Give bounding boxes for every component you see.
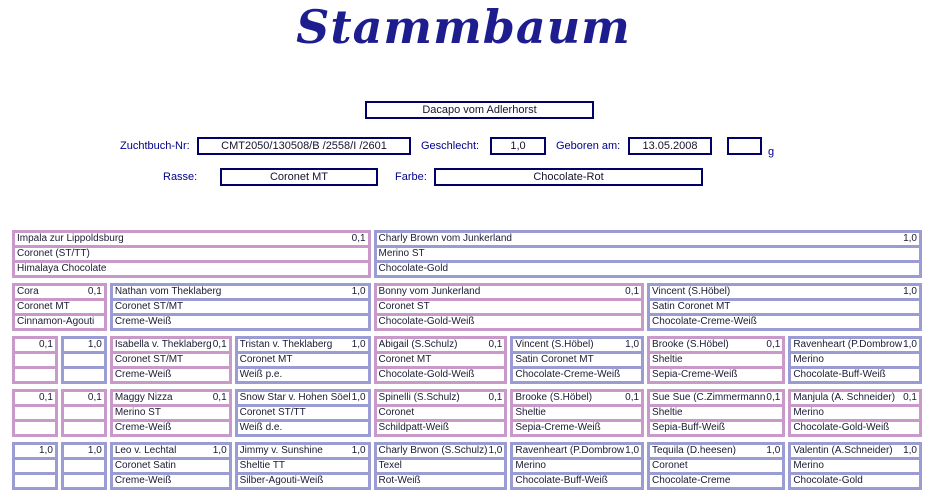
entry-name-field[interactable] [377,233,919,245]
pedigree-entry [110,336,232,384]
entry-sex-value: 1,0 [903,233,917,244]
entry-color-field[interactable] [64,422,104,434]
entry-name-field[interactable] [377,339,505,351]
entry-name-field[interactable] [15,286,104,298]
page-title: Stammbaum [296,0,631,54]
entry-breed-field[interactable]: Merino ST [377,248,919,260]
entry-name: Brooke (S.Höbel) [515,392,593,403]
entry-name-field[interactable] [15,445,55,457]
entry-name: Isabella v. Theklaberg [114,339,212,350]
pedigree-entry [12,230,371,278]
entry-name: Valentin (A.Schneider) [793,445,893,456]
entry-breed-field[interactable]: Coronet ST/MT [113,354,229,366]
pedigree-entry [12,283,107,331]
entry-breed-field[interactable]: Coronet MT [15,301,104,313]
entry-name: Brooke (S.Höbel) [652,339,729,350]
entry-breed-field[interactable]: Sheltie [513,407,641,419]
entry-breed-field[interactable] [64,407,104,419]
entry-sex-value: 0,1 [488,392,503,403]
pedigree-entry [374,389,508,437]
entry-breed-field[interactable] [15,407,55,419]
entry-color-field[interactable]: Creme-Weiß [113,369,229,381]
weight-unit-label: g [768,146,775,158]
entry-breed-field[interactable]: Sheltie [650,354,782,366]
entry-name-field[interactable] [64,339,104,351]
entry-breed-field[interactable] [15,354,55,366]
entry-breed-field[interactable]: Satin Coronet MT [650,301,919,313]
entry-name-field[interactable] [15,233,368,245]
entry-sex-value: 1,0 [87,445,102,456]
zuchtbuch-label: Zuchtbuch-Nr: [120,140,190,152]
entry-name-field[interactable] [15,339,55,351]
geboren-label: Geboren am: [556,140,621,152]
pedigree-entry [12,389,58,437]
entry-sex-value: 0,1 [625,392,640,403]
entry-sex-value: 1,0 [87,339,102,350]
entry-breed-field[interactable]: Coronet [377,407,505,419]
entry-breed-field[interactable]: Merino [791,460,919,472]
entry-breed-field[interactable]: Coronet Satin [113,460,229,472]
entry-breed-field[interactable]: Coronet (ST/TT) [15,248,368,260]
entry-color-field[interactable]: Chocolate-Buff-Weiß [791,369,919,381]
entry-name: Manjula (A. Schneider) [793,392,896,403]
entry-color-field[interactable]: Chocolate-Creme-Weiß [650,316,919,328]
entry-name: Snow Star v. Hohen Söel [239,392,351,403]
pedigree-grid [12,230,922,490]
entry-color-field[interactable]: Sepia-Creme-Weiß [650,369,782,381]
entry-name-field[interactable] [791,445,919,457]
entry-sex-value: 1,0 [212,445,227,456]
pedigree-entry [510,336,644,384]
entry-breed-field[interactable]: Coronet MT [238,354,368,366]
entry-color-field[interactable]: Cinnamon-Agouti [15,316,104,328]
entry-color-field[interactable]: Creme-Weiß [113,316,368,328]
entry-name-field[interactable] [650,445,782,457]
entry-sex-value: 1,0 [488,445,503,456]
entry-breed-field[interactable]: Merino [791,407,919,419]
entry-sex-value: 1,0 [351,445,366,456]
entry-name-field[interactable] [377,392,505,404]
entry-sex-value: 1,0 [625,445,640,456]
entry-sex-value: 0,1 [766,392,781,403]
pedigree-entry [110,283,371,331]
entry-name: Vincent (S.Höbel) [515,339,594,350]
pedigree-entry [647,336,785,384]
entry-sex-value: 1,0 [351,392,366,403]
pedigree-entry [788,336,922,384]
entry-breed-field[interactable]: Coronet ST/MT [113,301,368,313]
entry-name-field[interactable] [513,339,641,351]
pedigree-entry [235,336,371,384]
entry-color-field[interactable]: Silber-Agouti-Weiß [238,475,368,487]
entry-name: Tristan v. Theklaberg [239,339,333,350]
entry-name: Bonny vom Junkerland [378,286,481,297]
entry-color-field[interactable]: Chocolate-Gold [791,475,919,487]
entry-color-field[interactable] [15,422,55,434]
entry-name: Jimmy v. Sunshine [239,445,323,456]
entry-name: Sue Sue (C.Zimmermann [652,392,766,403]
pedigree-entry [12,336,58,384]
entry-name-field[interactable] [650,392,782,404]
entry-sex-value: 1,0 [903,286,917,297]
entry-breed-field[interactable]: Merino ST [113,407,229,419]
geschlecht-input[interactable]: 1,0 [490,137,546,155]
entry-name-field[interactable] [238,339,368,351]
entry-breed-field[interactable]: Sheltie TT [238,460,368,472]
entry-sex-value: 1,0 [903,445,917,456]
entry-color-field[interactable]: Chocolate-Gold-Weiß [377,316,642,328]
farbe-input[interactable]: Chocolate-Rot [434,168,703,186]
entry-name: Spinelli (S.Schulz) [378,392,460,403]
entry-color-field[interactable]: Chocolate-Gold-Weiß [791,422,919,434]
entry-sex-value: 0,1 [39,339,53,350]
entry-name: Tequila (D.heesen) [652,445,736,456]
pedigree-entry [61,442,107,490]
entry-name-field[interactable] [113,392,229,404]
entry-color-field[interactable]: Himalaya Chocolate [15,263,368,275]
animal-name-field[interactable]: Dacapo vom Adlerhorst [365,101,594,119]
weight-input[interactable] [727,137,762,155]
entry-name-field[interactable] [377,445,505,457]
geschlecht-label: Geschlecht: [421,140,480,152]
pedigree-entry [510,442,644,490]
entry-name-field[interactable] [377,286,642,298]
entry-name-field[interactable] [238,392,368,404]
entry-sex-value: 0,1 [488,339,503,350]
entry-breed-field[interactable]: Coronet ST/TT [238,407,368,419]
pedigree-entry [61,389,107,437]
entry-color-field[interactable]: Weiß p.e. [238,369,368,381]
entry-sex-value: 0,1 [87,286,102,297]
entry-name: Cora [17,286,39,297]
entry-name-field[interactable] [650,339,782,351]
entry-name-field[interactable] [513,392,641,404]
entry-sex-value: 1,0 [625,339,640,350]
entry-name: Nathan vom Theklaberg [114,286,222,297]
entry-sex-value: 1,0 [903,339,917,350]
entry-sex-value: 0,1 [212,392,227,403]
pedigree-entry [788,389,922,437]
entry-name: Ravenheart (P.Dombrow [515,445,625,456]
entry-sex-value: 0,1 [903,392,917,403]
entry-name-field[interactable] [791,339,919,351]
entry-name-field[interactable] [513,445,641,457]
entry-sex-value: 1,0 [351,339,366,350]
entry-sex-value: 0,1 [87,392,102,403]
entry-name: Impala zur Lippoldsburg [17,233,124,244]
entry-color-field[interactable]: Chocolate-Creme-Weiß [513,369,641,381]
pedigree-entry [110,389,232,437]
entry-sex-value: 0,1 [625,286,640,297]
pedigree-entry [374,230,922,278]
farbe-label: Farbe: [395,171,427,183]
entry-name-field[interactable] [238,445,368,457]
entry-name-field[interactable] [650,286,919,298]
entry-name: Vincent (S.Höbel) [652,286,731,297]
pedigree-entry [374,442,508,490]
entry-sex-value: 1,0 [351,286,366,297]
pedigree-entry [235,442,371,490]
entry-breed-field[interactable]: Sheltie [650,407,782,419]
rasse-input[interactable]: Coronet MT [220,168,378,186]
entry-name: Ravenheart (P.Dombrow [793,339,903,350]
entry-name-field[interactable] [113,339,229,351]
entry-color-field[interactable]: Schildpatt-Weiß [377,422,505,434]
entry-name: Leo v. Lechtal [114,445,177,456]
entry-breed-field[interactable]: Coronet [650,460,782,472]
entry-color-field[interactable] [64,475,104,487]
pedigree-entry [647,442,785,490]
entry-sex-value: 1,0 [766,445,781,456]
entry-color-field[interactable]: Chocolate-Gold [377,263,919,275]
entry-color-field[interactable]: Sepia-Creme-Weiß [513,422,641,434]
entry-name-field[interactable] [113,286,368,298]
pedigree-entry [374,336,508,384]
entry-breed-field[interactable]: Coronet MT [377,354,505,366]
entry-color-field[interactable]: Rot-Weiß [377,475,505,487]
pedigree-entry [647,283,922,331]
pedigree-entry [110,442,232,490]
entry-name: Maggy Nizza [114,392,173,403]
entry-breed-field[interactable]: Satin Coronet MT [513,354,641,366]
entry-sex-value: 0,1 [351,233,366,244]
entry-color-field[interactable]: Chocolate-Buff-Weiß [513,475,641,487]
entry-sex-value: 0,1 [39,392,53,403]
zuchtbuch-input[interactable]: CMT2050/130508/B /2558/I /2601 [197,137,411,155]
entry-color-field[interactable] [64,369,104,381]
entry-breed-field[interactable]: Merino [791,354,919,366]
entry-color-field[interactable]: Creme-Weiß [113,422,229,434]
entry-color-field[interactable] [15,369,55,381]
pedigree-entry [788,442,922,490]
entry-name-field[interactable] [15,392,55,404]
pedigree-entry [61,336,107,384]
entry-name-field[interactable] [791,392,919,404]
entry-color-field[interactable] [15,475,55,487]
pedigree-entry [374,283,645,331]
entry-name-field[interactable] [64,445,104,457]
entry-breed-field[interactable]: Texel [377,460,505,472]
entry-sex-value: 0,1 [766,339,781,350]
pedigree-entry [12,442,58,490]
entry-sex-value: 0,1 [212,339,227,350]
entry-name: Charly Brown vom Junkerland [378,233,512,244]
entry-breed-field[interactable]: Coronet ST [377,301,642,313]
entry-breed-field[interactable] [64,354,104,366]
entry-breed-field[interactable] [64,460,104,472]
entry-color-field[interactable]: Sepia-Buff-Weiß [650,422,782,434]
entry-color-field[interactable]: Chocolate-Creme [650,475,782,487]
entry-color-field[interactable]: Creme-Weiß [113,475,229,487]
pedigree-entry [235,389,371,437]
pedigree-entry [510,389,644,437]
entry-color-field[interactable]: Chocolate-Gold-Weiß [377,369,505,381]
entry-breed-field[interactable]: Merino [513,460,641,472]
entry-sex-value: 1,0 [39,445,53,456]
entry-color-field[interactable]: Weiß d.e. [238,422,368,434]
entry-name: Abigail (S.Schulz) [378,339,458,350]
entry-breed-field[interactable] [15,460,55,472]
entry-name: Charly Brwon (S.Schulz) [378,445,488,456]
entry-name-field[interactable] [64,392,104,404]
rasse-label: Rasse: [163,171,198,183]
geboren-input[interactable]: 13.05.2008 [628,137,712,155]
pedigree-entry [647,389,785,437]
entry-name-field[interactable] [113,445,229,457]
